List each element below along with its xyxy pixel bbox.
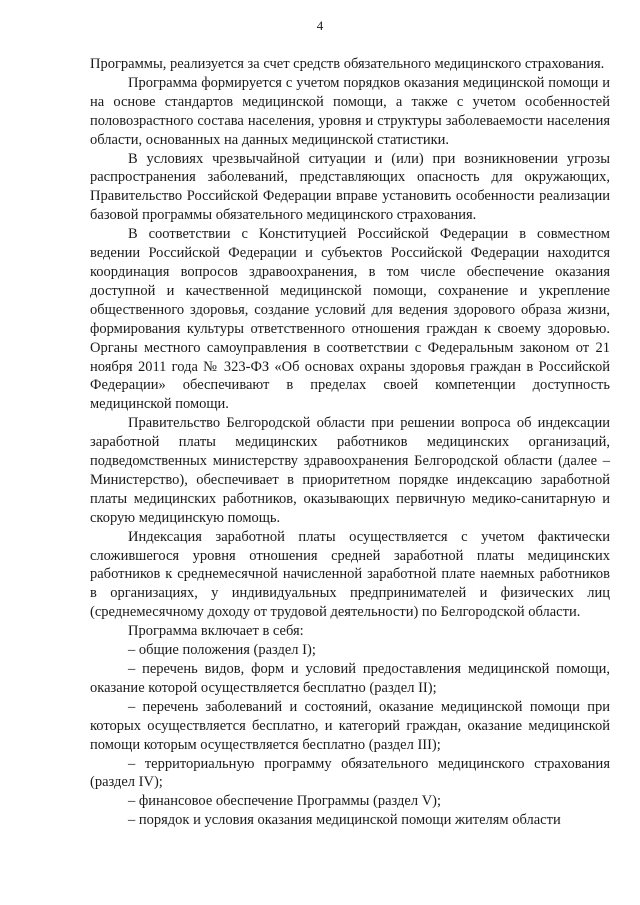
document-body	[90, 55, 610, 830]
paragraph-salary-indexation: Индексация заработной платы осуществляется с учетом фактически сложившегося уровня отношения средней заработной платы медицинских работников к среднемесячной начисленной заработной плате наемных работников в организациях, у индивидуальных предпринимателей и физических лиц (среднемесячному доходу от трудовой деятельности) по Белгородской области.	[90, 528, 610, 621]
page-number: 4	[316, 18, 324, 33]
list-item-section-2: – перечень видов, форм и условий предоставления медицинской помощи, оказание которой осуществляется бесплатно (раздел II);	[90, 661, 610, 696]
list-item-section-5: – финансовое обеспечение Программы (раздел V);	[128, 793, 442, 810]
paragraph-government-indexation: Правительство Белгородской области при решении вопроса об индексации заработной платы медицинских работников медицинских организаций, подведомственных министерству здравоохранения Белгородской области (далее – Министерство), обеспечивает в приоритетном порядке индексацию заработной платы медицинских работников, оказывающих первичную медико-санитарную и скорую медицинскую помощь.	[90, 415, 610, 526]
paragraph-emergency-conditions: В условиях чрезвычайной ситуации и (или) при возникновении угрозы распространения заболеваний, представляющих опасность для окружающих, Правительство Российской Федерации вправе установить особенности реализации базовой программы обязательного медицинского страхования.	[90, 150, 610, 224]
list-item-section-4: – территориальную программу обязательного медицинского страхования (раздел IV);	[90, 755, 610, 791]
list-item-section-3: – перечень заболеваний и состояний, оказание медицинской помощи при которых осуществляется бесплатно, и категорий граждан, оказание медицинской помощи которым осуществляется бесплатно (раздел III);	[90, 698, 610, 753]
paragraph-program-formation: Программа формируется с учетом порядков оказания медицинской помощи и на основе стандартов медицинской помощи, а также с учетом особенностей половозрастного состава населения, уровня и структуры заболеваемости населения области, основанных на данных медицинской статистики.	[90, 74, 610, 148]
paragraph-constitution: В соответствии с Конституцией Российской Федерации в совместном ведении Российской Федерации и субъектов Российской Федерации находится координация вопросов здравоохранения, в том числе обеспечение оказания доступной и качественной медицинской помощи, сохранение и укрепление общественного здоровья, создание условий для ведения здорового образа жизни, формирования культуры ответственного отношения граждан к своему здоровью. Органы местного самоуправления в соответствии с Федеральным законом от 21 ноября 2011 года № 323-ФЗ «Об основах охраны здоровья граждан в Российской Федерации» обеспечивают в пределах своей компетенции доступность медицинской помощи.	[90, 226, 610, 413]
list-item-section-1: – общие положения (раздел I);	[128, 642, 316, 659]
paragraph-program-includes: Программа включает в себя:	[128, 623, 304, 640]
paragraph-continuation: Программы, реализуется за счет средств обязательного медицинского страхования.	[90, 56, 605, 72]
list-item-section-6: – порядок и условия оказания медицинской помощи жителям области	[128, 812, 561, 829]
